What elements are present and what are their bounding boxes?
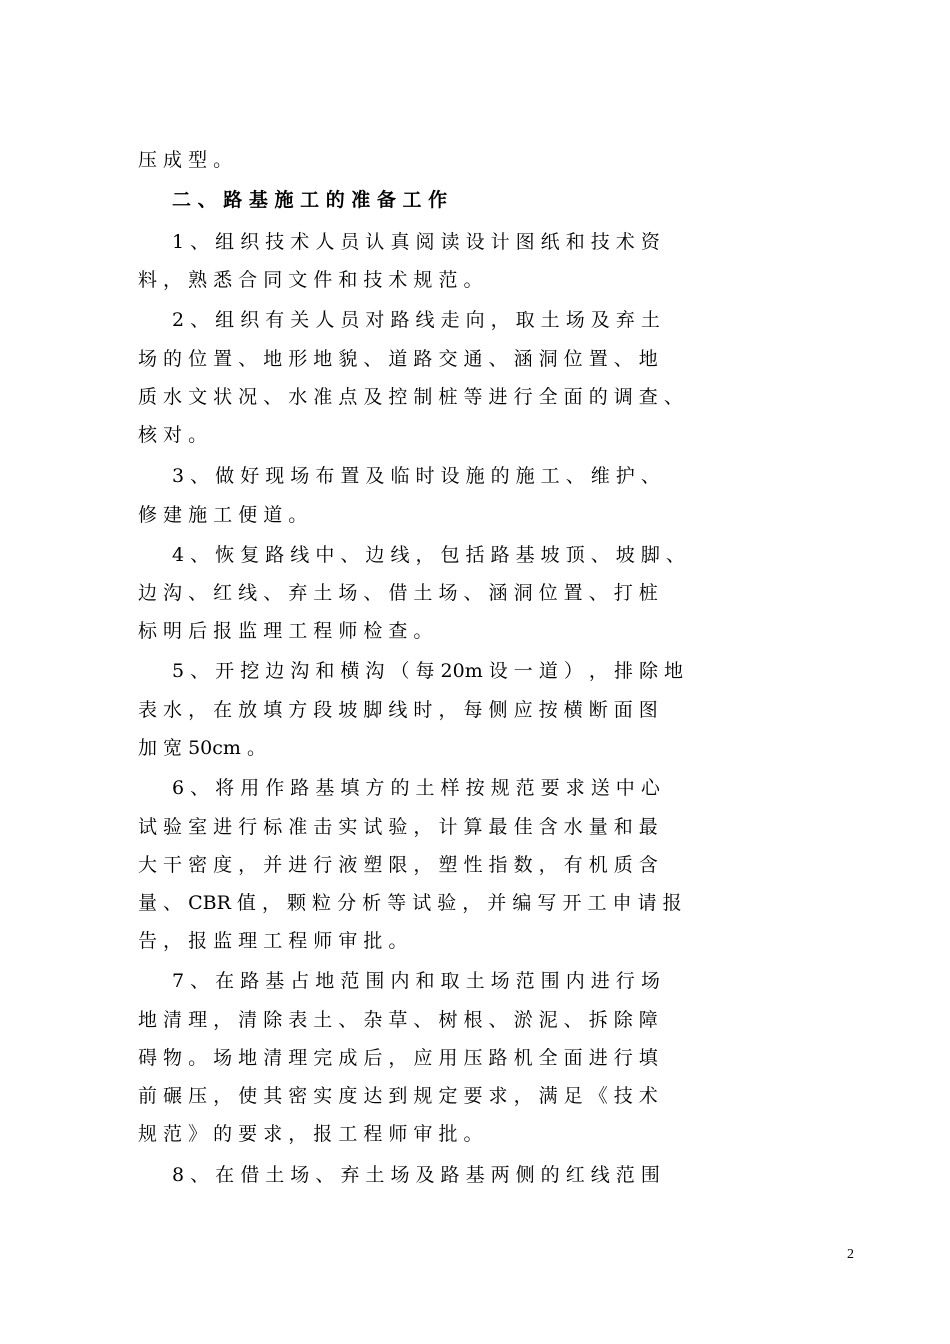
text-line: 6 、 将 用 作 路 基 填 方 的 土 样 按 规 范 要 求 送 中 心 <box>172 777 660 799</box>
text-line: 压 成 型 。 <box>138 149 233 171</box>
text-line: 量 、 CBR 值 ， 颗 粒 分 析 等 试 验 ， 并 编 写 开 工 申 请 报 <box>138 892 682 914</box>
text-line: 碍 物 。 场 地 清 理 完 成 后 ， 应 用 压 路 机 全 面 进 行 填 <box>138 1047 658 1069</box>
text-line: 5 、 开 挖 边 沟 和 横 沟 （ 每 20m 设 一 道 ） ， 排 除 地 <box>172 660 684 682</box>
text-line: 规 范 》 的 要 求 ， 报 工 程 师 审 批 。 <box>138 1123 483 1145</box>
text-line: 2 、 组 织 有 关 人 员 对 路 线 走 向 ， 取 土 场 及 弃 土 <box>172 309 660 331</box>
text-line: 料 ， 熟 悉 合 同 文 件 和 技 术 规 范 。 <box>138 269 483 291</box>
text-line: 大 干 密 度 ， 并 进 行 液 塑 限 ， 塑 性 指 数 ， 有 机 质 含 <box>138 854 658 876</box>
text-line: 3 、 做 好 现 场 布 置 及 临 时 设 施 的 施 工 、 维 护 、 <box>172 465 660 487</box>
text-line: 质 水 文 状 况 、 水 准 点 及 控 制 桩 等 进 行 全 面 的 调 查 、 <box>138 386 683 408</box>
text-line: 8 、 在 借 土 场 、 弃 土 场 及 路 基 两 侧 的 红 线 范 围 <box>172 1164 660 1186</box>
text-line: 修 建 施 工 便 道 。 <box>138 504 308 526</box>
text-line: 边 沟 、 红 线 、 弃 土 场 、 借 土 场 、 涵 洞 位 置 、 打 桩 <box>138 582 658 604</box>
text-line: 加 宽 50cm 。 <box>138 737 266 759</box>
text-line: 表 水 ， 在 放 填 方 段 坡 脚 线 时 ， 每 侧 应 按 横 断 面 图 <box>138 699 658 721</box>
text-line: 告 ， 报 监 理 工 程 师 审 批 。 <box>138 930 408 952</box>
page-number: 2 <box>847 1247 854 1262</box>
text-line: 1 、 组 织 技 术 人 员 认 真 阅 读 设 计 图 纸 和 技 术 资 <box>172 231 660 253</box>
text-line: 核 对 。 <box>138 424 208 446</box>
text-line: 标 明 后 报 监 理 工 程 师 检 查 。 <box>138 620 433 642</box>
text-line: 前 碾 压 ， 使 其 密 实 度 达 到 规 定 要 求 ， 满 足 《 技 术 <box>138 1085 658 1107</box>
text-line: 试 验 室 进 行 标 准 击 实 试 验 ， 计 算 最 佳 含 水 量 和 最 <box>138 816 658 838</box>
text-line: 地 清 理 ， 清 除 表 土 、 杂 草 、 树 根 、 淤 泥 、 拆 除 障 <box>138 1009 658 1031</box>
section-heading: 二 、 路 基 施 工 的 准 备 工 作 <box>172 189 448 211</box>
text-line: 7 、 在 路 基 占 地 范 围 内 和 取 土 场 范 围 内 进 行 场 <box>172 970 660 992</box>
text-line: 场 的 位 置 、 地 形 地 貌 、 道 路 交 通 、 涵 洞 位 置 、 地 <box>138 348 658 370</box>
text-line: 4 、 恢 复 路 线 中 、 边 线 ， 包 括 路 基 坡 顶 、 坡 脚 、 <box>172 544 685 566</box>
